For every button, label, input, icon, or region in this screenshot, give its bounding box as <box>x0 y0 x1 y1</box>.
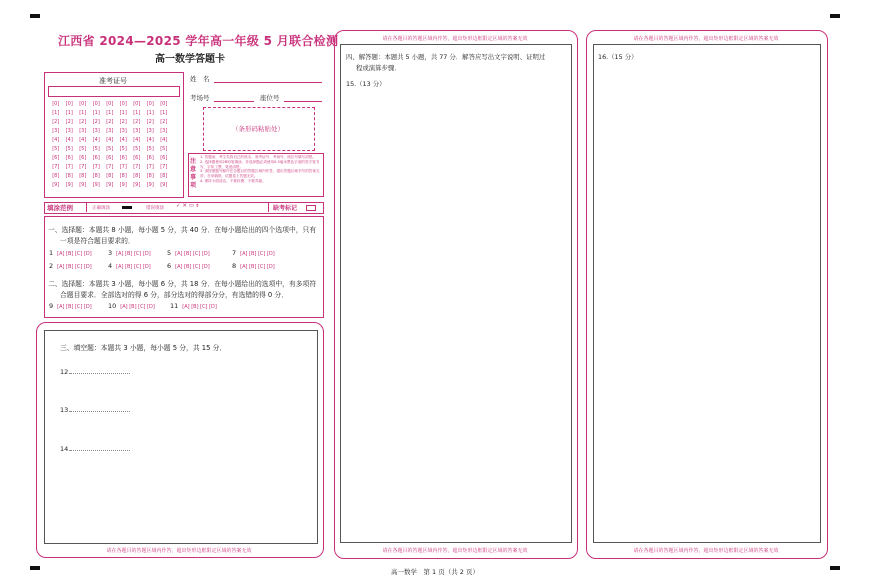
blank-13-number: 13. <box>60 406 71 414</box>
zkz-bubble[interactable]: [2] <box>160 119 168 125</box>
zkz-bubble[interactable]: [6] <box>65 155 73 161</box>
notice-item: 4. 保持卡面清洁，不要折叠、不要弄破。 <box>200 178 266 183</box>
warning-text: 请在各题目的答题区域内作答，超出矩形边框限定区域的答案无效 <box>382 548 528 554</box>
zkz-bubble[interactable]: [5] <box>79 146 87 152</box>
zkz-digit-row <box>49 101 171 107</box>
answer-options[interactable]: [A] [B] [C] [D] <box>57 251 92 257</box>
zkz-bubble[interactable]: [3] <box>65 128 73 134</box>
answer-options[interactable]: [A] [B] [C] [D] <box>240 251 275 257</box>
zkz-bubble[interactable]: [0] <box>160 101 168 107</box>
zkz-bubble[interactable]: [0] <box>133 101 141 107</box>
section2-heading: 二、选择题：本题共 3 小题，每小题 6 分，共 18 分．在每小题给出的选项中，有多项符 <box>48 280 317 288</box>
zkz-bubble[interactable]: [5] <box>92 146 100 152</box>
notice-list <box>200 155 320 195</box>
section1-heading-2: 一项是符合题目要求的． <box>60 237 135 245</box>
zkz-digit-row <box>49 173 171 179</box>
zkz-bubble[interactable]: [2] <box>92 119 100 125</box>
question-number: 11 <box>170 302 179 310</box>
zkz-bubble[interactable]: [3] <box>92 128 100 134</box>
section4-heading: 四、解答题：本题共 5 小题，共 77 分．解答应写出文字说明、证明过 <box>346 53 546 61</box>
page-footer: 高一数学 第 1 页（共 2 页） <box>390 568 480 576</box>
zkz-bubble[interactable]: [8] <box>52 173 60 179</box>
zkz-bubble[interactable]: [4] <box>146 137 154 143</box>
zkz-bubble[interactable]: [1] <box>52 110 60 116</box>
warning-text: 请在各题目的答题区域内作答，超出矩形边框限定区域的答案无效 <box>633 548 779 554</box>
absent-mark-label: 缺考标记 <box>273 205 298 212</box>
zkz-bubble[interactable]: [7] <box>92 164 100 170</box>
zkz-bubble[interactable]: [0] <box>92 101 100 107</box>
fill-section-inner <box>44 330 318 544</box>
answer-options[interactable]: [A] [B] [C] [D] <box>175 251 210 257</box>
zkz-bubble[interactable]: [2] <box>146 119 154 125</box>
notice-label: 注意事项 <box>190 158 197 189</box>
zkz-bubble[interactable]: [7] <box>160 164 168 170</box>
choice-question[interactable] <box>232 249 275 257</box>
exam-room-line[interactable] <box>214 101 254 102</box>
notice-item: 1. 答题前，考生先将自己的姓名、准考证号、考场号、座位号填写清楚。 <box>200 155 316 159</box>
registration-mark <box>830 14 840 18</box>
multi-choice-question[interactable] <box>49 302 92 310</box>
zkz-bubble[interactable]: [3] <box>133 128 141 134</box>
zkz-bubble[interactable]: [9] <box>133 182 141 188</box>
answer-options[interactable]: [A] [B] [C] [D] <box>57 264 92 270</box>
zkz-bubble[interactable]: [3] <box>79 128 87 134</box>
zkz-label: 准考证号 <box>99 77 127 85</box>
zkz-digit-row <box>49 137 171 143</box>
question-number: 4 <box>108 262 113 270</box>
zkz-bubble[interactable]: [6] <box>92 155 100 161</box>
zkz-bubble[interactable]: [5] <box>65 146 73 152</box>
zkz-bubble[interactable]: [9] <box>79 182 87 188</box>
exam-room-label: 考场号 <box>190 94 210 102</box>
zkz-bubble[interactable]: [8] <box>119 173 127 179</box>
question-number: 9 <box>49 302 54 310</box>
blank-12[interactable] <box>60 368 130 376</box>
zkz-bubble[interactable]: [7] <box>133 164 141 170</box>
zkz-bubble[interactable]: [9] <box>160 182 168 188</box>
zkz-bubble[interactable]: [7] <box>52 164 60 170</box>
page-subtitle: 高一数学答题卡 <box>155 54 225 65</box>
zkz-bubble[interactable]: [7] <box>146 164 154 170</box>
zkz-bubble[interactable]: [4] <box>65 137 73 143</box>
fill-example-divider <box>268 202 269 212</box>
blank-13[interactable] <box>60 406 130 414</box>
question-number: 3 <box>108 249 113 257</box>
zkz-digit-row <box>49 119 171 125</box>
zkz-bubble[interactable]: [9] <box>119 182 127 188</box>
zkz-bubble[interactable]: [8] <box>133 173 141 179</box>
zkz-bubble[interactable]: [5] <box>160 146 168 152</box>
zkz-bubble[interactable]: [4] <box>52 137 60 143</box>
zkz-bubble[interactable]: [1] <box>106 110 114 116</box>
registration-mark <box>30 14 40 18</box>
zkz-bubble[interactable]: [0] <box>52 101 60 107</box>
section2-heading-2: 合题目要求．全部选对的得 6 分，部分选对的得部分分，有选错的得 0 分． <box>60 291 288 299</box>
zkz-bubble[interactable]: [9] <box>92 182 100 188</box>
warning-text: 请在各题目的答题区域内作答，超出矩形边框限定区域的答案无效 <box>382 36 528 42</box>
question-number: 6 <box>167 262 172 270</box>
zkz-bubble[interactable]: [0] <box>106 101 114 107</box>
zkz-bubble[interactable]: [1] <box>79 110 87 116</box>
zkz-bubble[interactable]: [1] <box>160 110 168 116</box>
zkz-bubble[interactable]: [8] <box>92 173 100 179</box>
warning-text: 请在各题目的答题区域内作答，超出矩形边框限定区域的答案无效 <box>633 36 779 42</box>
zkz-bubble[interactable]: [9] <box>106 182 114 188</box>
answer-options[interactable]: [A] [B] [C] [D] <box>182 304 217 310</box>
zkz-bubble[interactable]: [2] <box>79 119 87 125</box>
name-label: 姓 名 <box>190 75 210 83</box>
zkz-bubble[interactable]: [9] <box>65 182 73 188</box>
choice-question[interactable] <box>49 249 92 257</box>
zkz-bubble[interactable]: [0] <box>79 101 87 107</box>
correct-fill-label: 正确填涂 <box>92 206 110 211</box>
zkz-digit-row <box>49 146 171 152</box>
zkz-bubble[interactable]: [9] <box>52 182 60 188</box>
answer-options[interactable]: [A] [B] [C] [D] <box>57 304 92 310</box>
wrong-fill-samples: ✓ ✕ ▭ ⌽ <box>176 203 199 209</box>
zkz-bubble[interactable]: [4] <box>133 137 141 143</box>
zkz-bubble[interactable]: [7] <box>65 164 73 170</box>
answer-section-inner-col3[interactable] <box>593 44 821 543</box>
zkz-bubble[interactable]: [6] <box>160 155 168 161</box>
zkz-bubble[interactable]: [3] <box>106 128 114 134</box>
zkz-digit-row <box>49 128 171 134</box>
zkz-bubble[interactable]: [0] <box>119 101 127 107</box>
zkz-digit-row <box>49 110 171 116</box>
zkz-bubble[interactable]: [7] <box>119 164 127 170</box>
zkz-bubble[interactable]: [6] <box>119 155 127 161</box>
zkz-bubble[interactable]: [4] <box>79 137 87 143</box>
section3-heading: 三、填空题：本题共 3 小题，每小题 5 分，共 15 分． <box>60 344 227 352</box>
zkz-bubble[interactable]: [6] <box>133 155 141 161</box>
question-number: 8 <box>232 262 237 270</box>
zkz-digit-row <box>49 182 171 188</box>
notice-item: 3. 请按照题号顺序在各题目的答题区域内作答，超出答题区域书写的答案无效；在草稿纸、试题卷上答题无效。 <box>200 169 320 179</box>
fill-example-label: 填涂范例 <box>47 204 73 212</box>
wrong-fill-label: 错误填涂 <box>146 206 164 211</box>
zkz-bubble[interactable]: [8] <box>65 173 73 179</box>
zkz-bubble[interactable]: [5] <box>106 146 114 152</box>
answer-options[interactable]: [A] [B] [C] [D] <box>116 251 151 257</box>
zkz-bubble[interactable]: [1] <box>146 110 154 116</box>
zkz-bubble[interactable]: [8] <box>106 173 114 179</box>
seat-line[interactable] <box>284 101 322 102</box>
zkz-bubble[interactable]: [2] <box>119 119 127 125</box>
name-line[interactable] <box>214 82 322 83</box>
question-number: 1 <box>49 249 54 257</box>
zkz-bubble[interactable]: [5] <box>146 146 154 152</box>
zkz-digit-row <box>49 164 171 170</box>
correct-fill-sample <box>122 206 132 209</box>
choice-question[interactable] <box>232 262 275 270</box>
zkz-bubble[interactable]: [5] <box>133 146 141 152</box>
choice-question[interactable] <box>49 262 92 270</box>
page-title: 江西省 2024—2025 学年高一年级 5 月联合检测 <box>58 34 339 48</box>
multi-choice-question[interactable] <box>108 302 155 310</box>
fill-example-divider <box>86 202 87 212</box>
choice-question[interactable] <box>167 262 210 270</box>
zkz-bubble[interactable]: [6] <box>146 155 154 161</box>
zkz-bubble[interactable]: [0] <box>65 101 73 107</box>
blank-14[interactable] <box>60 445 130 453</box>
zkz-bubble[interactable]: [1] <box>119 110 127 116</box>
question-number: 7 <box>232 249 237 257</box>
zkz-bubble[interactable]: [4] <box>160 137 168 143</box>
answer-options[interactable]: [A] [B] [C] [D] <box>116 264 151 270</box>
answer-options[interactable]: [A] [B] [C] [D] <box>175 264 210 270</box>
zkz-bubble[interactable]: [2] <box>65 119 73 125</box>
question-16-label: 16.（15 分） <box>598 53 638 61</box>
question-15-label: 15.（13 分） <box>346 80 386 88</box>
zkz-write-row <box>48 86 180 97</box>
notice-item: 2. 选择题使用2B铅笔填涂，非选择题必须使用0.5毫米黑色字迹的签字笔书写，字体工整、笔迹清楚。 <box>200 159 320 169</box>
zkz-bubble[interactable]: [1] <box>133 110 141 116</box>
zkz-bubble[interactable]: [3] <box>52 128 60 134</box>
zkz-bubble[interactable]: [4] <box>119 137 127 143</box>
zkz-bubble[interactable]: [2] <box>52 119 60 125</box>
zkz-bubble[interactable]: [6] <box>52 155 60 161</box>
question-number: 10 <box>108 302 117 310</box>
section1-heading: 一、选择题：本题共 8 小题，每小题 5 分，共 40 分．在每小题给出的四个选项中，只有 <box>48 226 317 234</box>
zkz-bubble[interactable]: [8] <box>146 173 154 179</box>
zkz-bubble[interactable]: [2] <box>133 119 141 125</box>
answer-section-inner-col2[interactable] <box>340 44 572 543</box>
zkz-bubble[interactable]: [3] <box>119 128 127 134</box>
choice-question[interactable] <box>108 249 151 257</box>
zkz-bubble[interactable]: [5] <box>119 146 127 152</box>
zkz-bubble[interactable]: [1] <box>92 110 100 116</box>
zkz-bubble[interactable]: [0] <box>146 101 154 107</box>
seat-label: 座位号 <box>260 94 280 102</box>
zkz-bubble[interactable]: [3] <box>146 128 154 134</box>
zkz-bubble[interactable]: [7] <box>106 164 114 170</box>
zkz-bubble[interactable]: [4] <box>106 137 114 143</box>
choice-question[interactable] <box>167 249 210 257</box>
zkz-bubble[interactable]: [3] <box>160 128 168 134</box>
blank-14-number: 14. <box>60 445 71 453</box>
zkz-bubble[interactable]: [2] <box>106 119 114 125</box>
zkz-bubble[interactable]: [7] <box>79 164 87 170</box>
zkz-bubble[interactable]: [6] <box>106 155 114 161</box>
question-number: 5 <box>167 249 172 257</box>
warning-text: 请在各题目的答题区域内作答，超出矩形边框限定区域的答案无效 <box>106 548 252 554</box>
zkz-bubble[interactable]: [8] <box>160 173 168 179</box>
multi-choice-question[interactable] <box>170 302 217 310</box>
choice-question[interactable] <box>108 262 151 270</box>
answer-options[interactable]: [A] [B] [C] [D] <box>240 264 275 270</box>
question-number: 2 <box>49 262 54 270</box>
zkz-bubble[interactable]: [5] <box>52 146 60 152</box>
zkz-bubble[interactable]: [4] <box>92 137 100 143</box>
answer-options[interactable]: [A] [B] [C] [D] <box>120 304 155 310</box>
barcode-label: （条形码粘贴处） <box>232 125 284 133</box>
zkz-digit-row <box>49 155 171 161</box>
section4-heading-2: 程或演算步骤． <box>356 64 401 72</box>
zkz-bubble[interactable]: [9] <box>146 182 154 188</box>
zkz-bubble[interactable]: [6] <box>79 155 87 161</box>
absent-mark-box[interactable] <box>306 205 316 211</box>
zkz-bubble[interactable]: [1] <box>65 110 73 116</box>
blank-12-number: 12. <box>60 368 71 376</box>
zkz-bubble[interactable]: [8] <box>79 173 87 179</box>
